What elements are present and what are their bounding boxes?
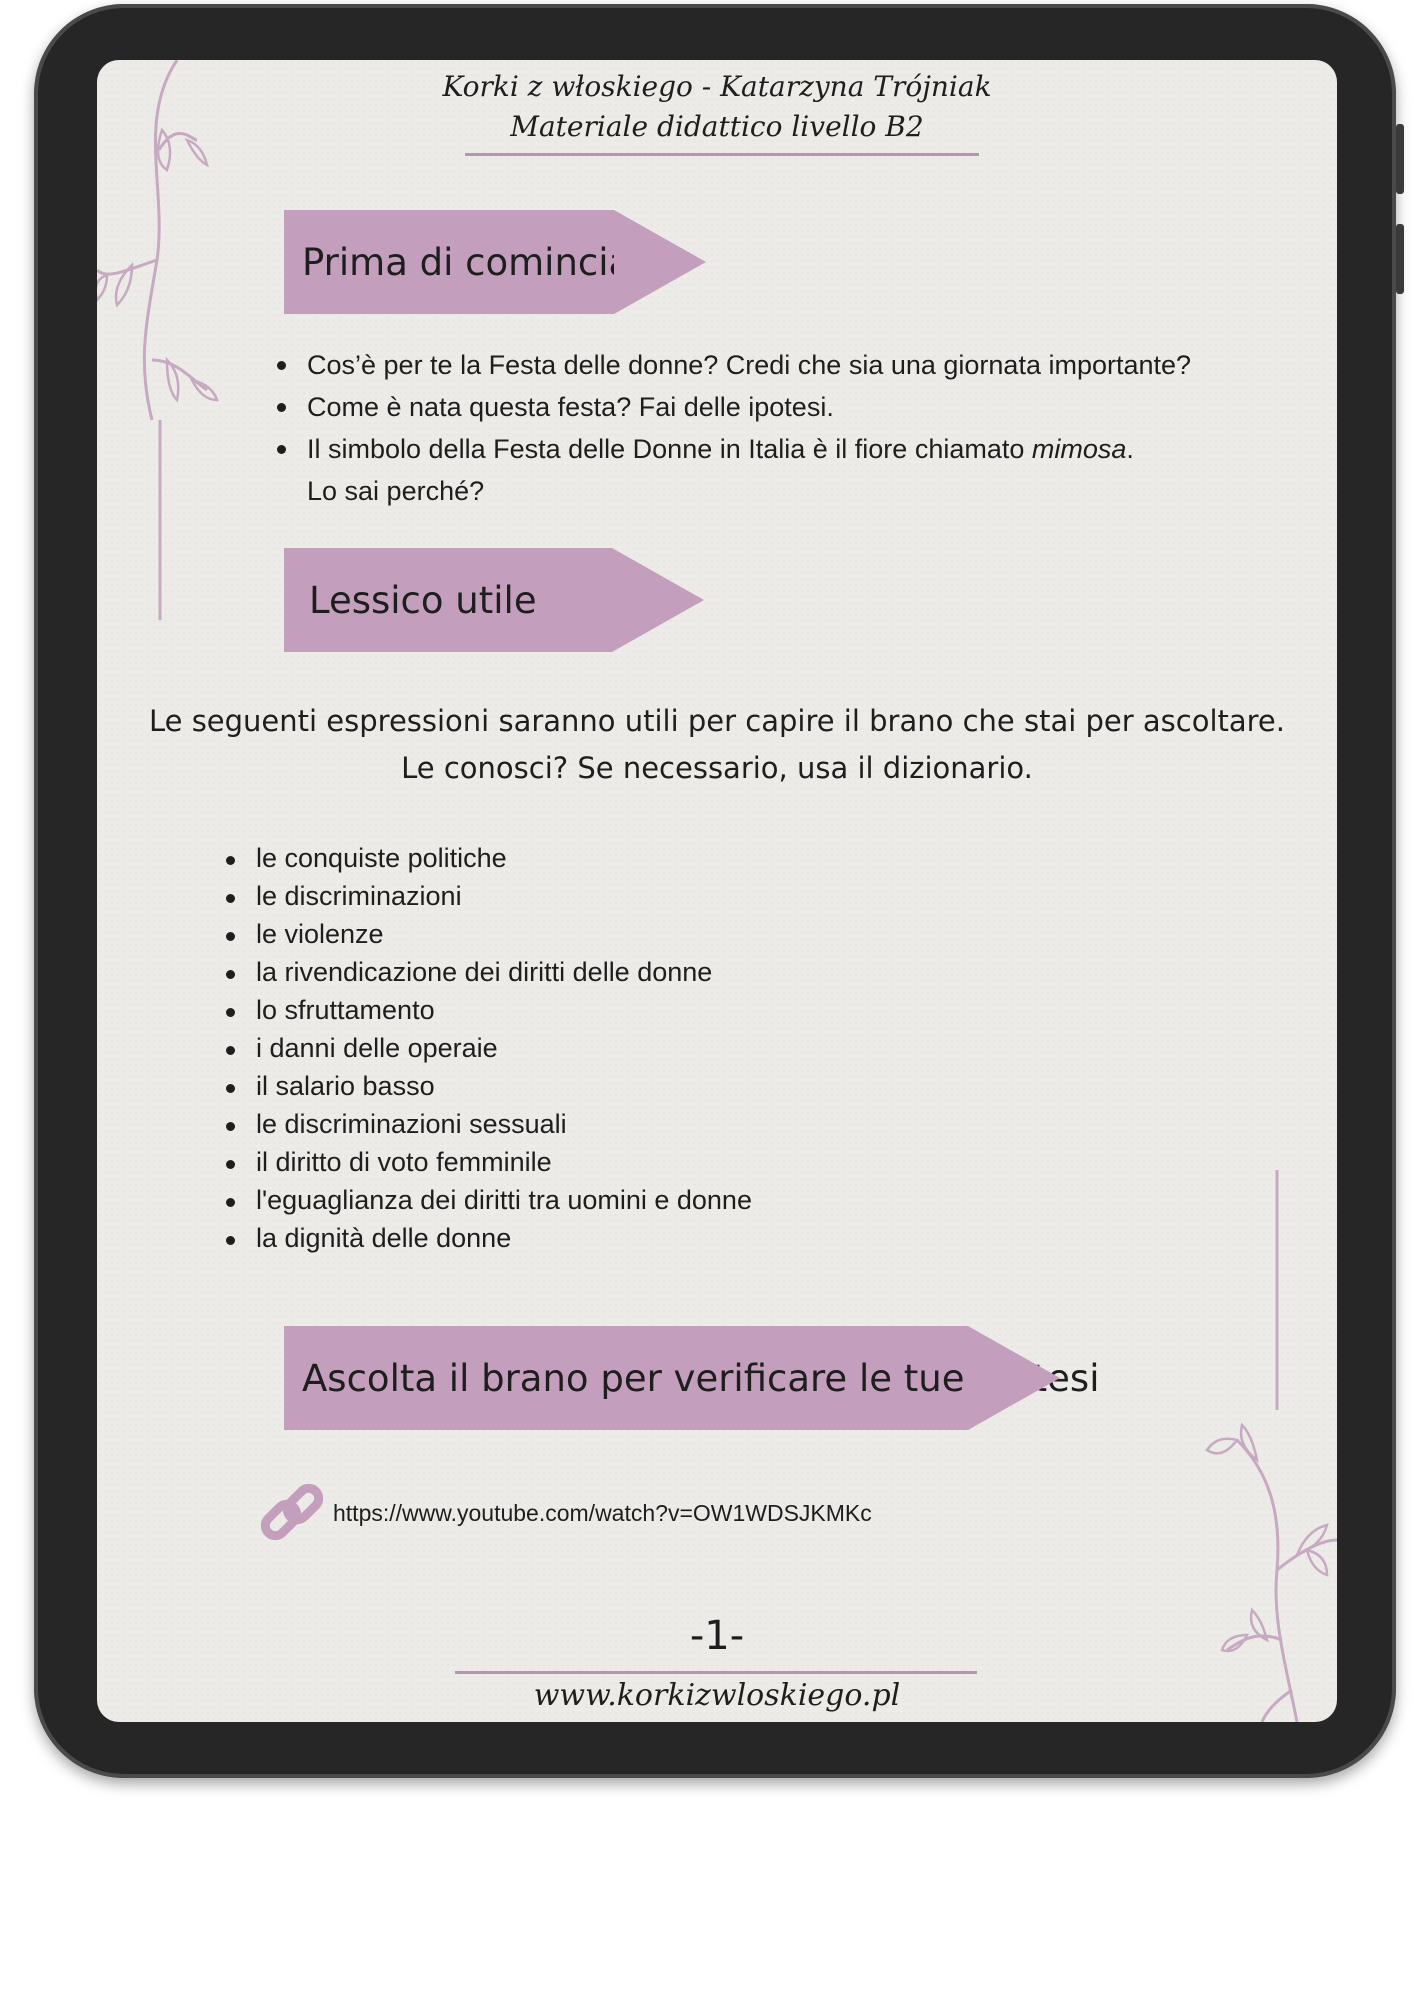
banner-arrow <box>614 210 706 314</box>
vocab-item: la rivendicazione dei diritti delle donne <box>256 957 713 987</box>
vocab-item: le discriminazioni <box>256 881 462 911</box>
vine-decoration-top-left <box>97 60 247 630</box>
question-2: Come è nata questa festa? Fai delle ipotesi. <box>307 392 834 422</box>
link-icon <box>257 1480 327 1550</box>
list-item <box>222 1105 1022 1143</box>
document-page <box>97 60 1337 1722</box>
list-item <box>222 1181 1022 1219</box>
question-3-start: Il simbolo della Festa delle Donne in Italia è il fiore chiamato <box>307 434 1032 464</box>
vocab-item: le discriminazioni sessuali <box>256 1109 567 1139</box>
list-item <box>222 991 1022 1029</box>
vocab-list <box>222 839 1022 1257</box>
list-item <box>222 1067 1022 1105</box>
vocab-item: lo sfruttamento <box>256 995 435 1025</box>
vocab-item: le violenze <box>256 919 384 949</box>
footer-divider <box>455 1671 977 1674</box>
footer-website[interactable]: www.korkizwloskiego.pl <box>533 1678 901 1713</box>
question-1: Cos’è per te la Festa delle donne? Credi che sia una giornata importante? <box>307 350 1192 380</box>
vocab-item: l'eguaglianza dei diritti tra uomini e donne <box>256 1185 752 1215</box>
vocab-intro-line2: Le conosci? Se necessario, usa il dizionario. <box>401 751 1033 785</box>
vocab-item: la dignità delle donne <box>256 1223 512 1253</box>
list-item <box>222 1029 1022 1067</box>
section-title-vocab: Lessico utile <box>284 548 612 652</box>
list-item <box>222 1219 1022 1257</box>
page-number: -1- <box>689 1613 745 1659</box>
section-banner-listen <box>284 1326 1100 1430</box>
side-button-top <box>1396 124 1404 194</box>
section-title-listen: Ascolta il brano per verificare le tue ipotesi <box>284 1326 968 1430</box>
header-level: Materiale didattico livello B2 <box>510 110 924 143</box>
question-3-line2: Lo sai perché? <box>307 476 485 506</box>
header-divider <box>465 153 979 156</box>
side-button-mid <box>1396 224 1404 294</box>
vocab-item: i danni delle operaie <box>256 1033 498 1063</box>
question-3-emphasis: mimosa <box>1031 434 1127 464</box>
section-banner-start <box>284 210 706 314</box>
banner-arrow <box>612 548 704 652</box>
section-title-start: Prima di cominciare <box>284 210 614 314</box>
video-link[interactable]: https://www.youtube.com/watch?v=OW1WDSJKMKc <box>333 1500 872 1526</box>
list-item <box>222 915 1022 953</box>
list-item <box>222 1143 1022 1181</box>
list-item <box>273 386 1333 428</box>
question-list <box>273 344 1333 512</box>
vocab-item: le conquiste politiche <box>256 843 507 873</box>
list-item <box>273 344 1333 386</box>
list-item <box>222 877 1022 915</box>
list-item <box>222 839 1022 877</box>
question-3-end: . <box>1126 434 1134 464</box>
list-item <box>273 428 1333 512</box>
banner-arrow <box>968 1326 1060 1430</box>
vocab-item: il salario basso <box>256 1071 435 1101</box>
header-author: Korki z włoskiego - Katarzyna Trójniak <box>442 70 992 103</box>
section-banner-vocab <box>284 548 704 652</box>
list-item <box>222 953 1022 991</box>
vocab-item: il diritto di voto femminile <box>256 1147 552 1177</box>
vocab-intro-line1: Le seguenti espressioni saranno utili per capire il brano che stai per ascoltare. <box>148 704 1285 738</box>
